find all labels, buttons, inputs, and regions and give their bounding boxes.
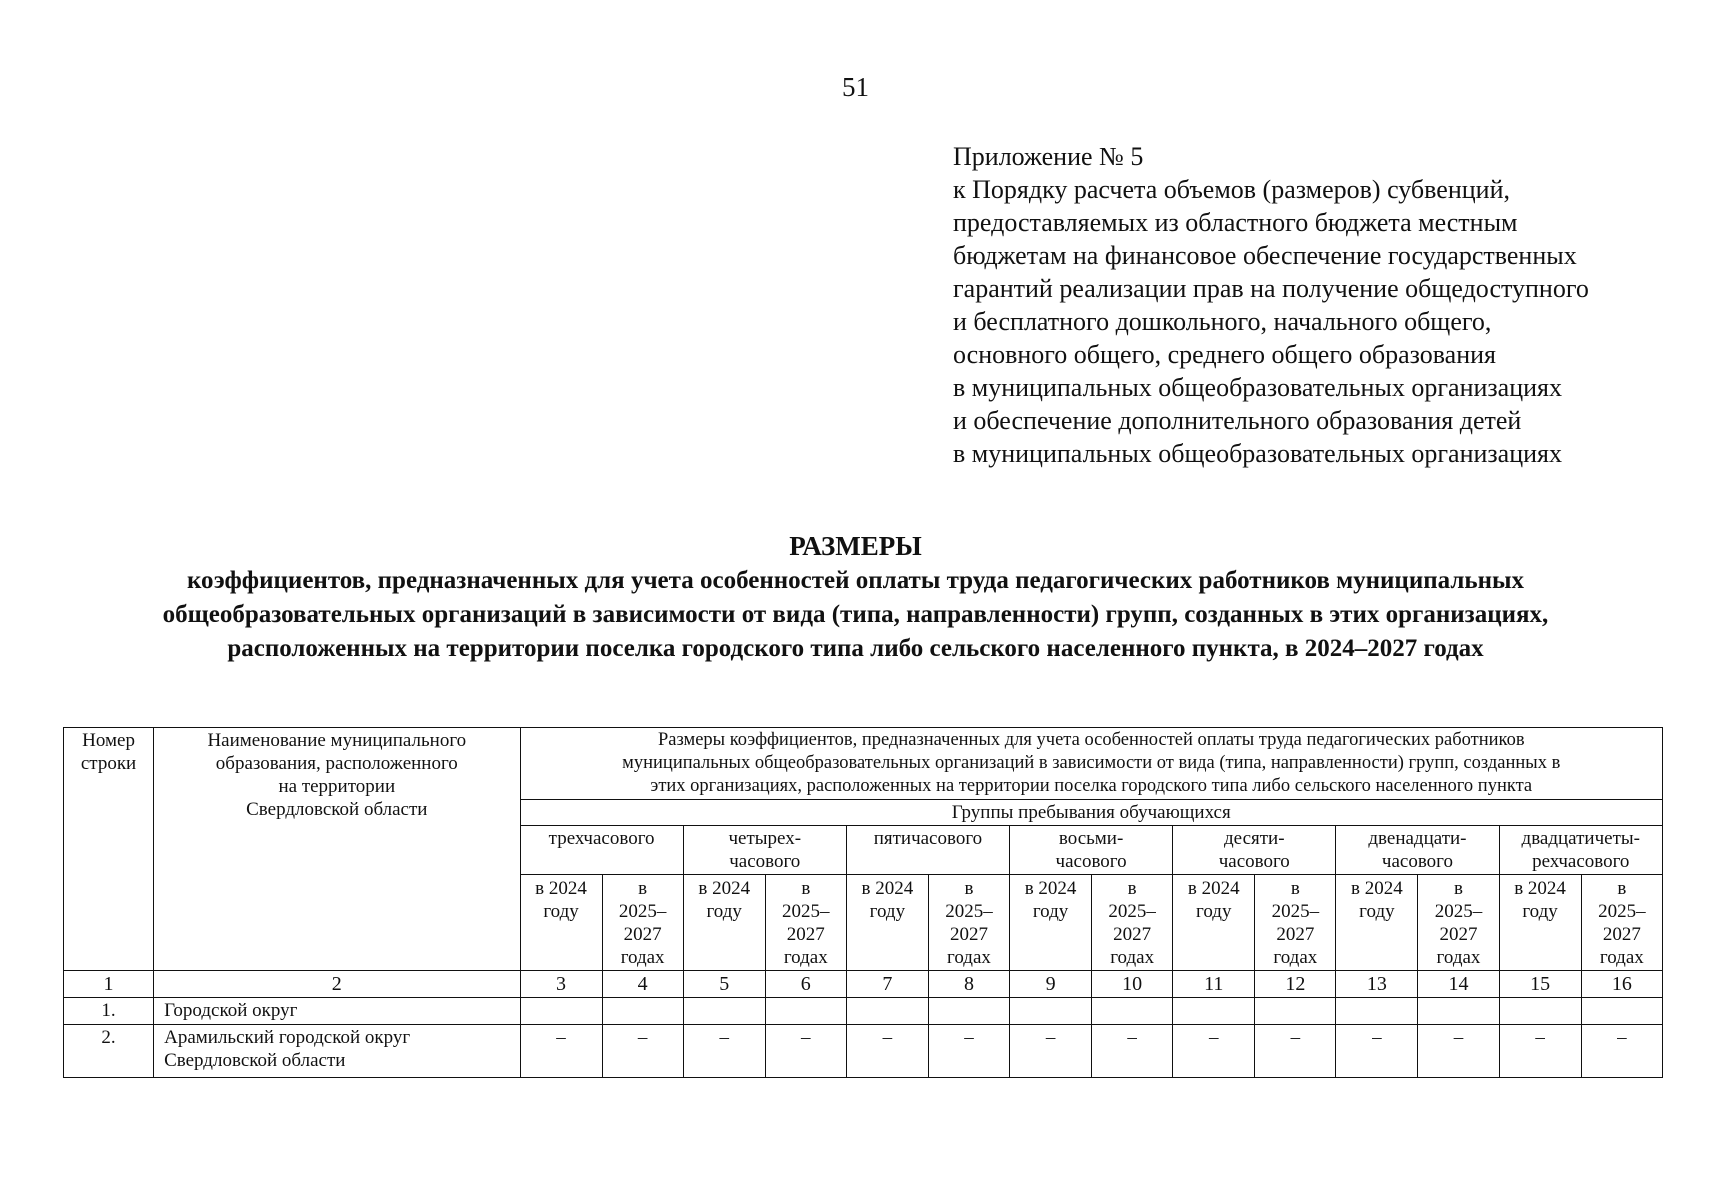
group-label: десяти- bbox=[1224, 828, 1285, 849]
column-number: 4 bbox=[602, 971, 683, 998]
coefficient-cell: – bbox=[1499, 1025, 1581, 1078]
year-2024-header bbox=[846, 875, 928, 971]
year-2024-header bbox=[520, 875, 602, 971]
year-label: в 2024 bbox=[1024, 878, 1077, 899]
year-label: годах bbox=[1110, 947, 1155, 968]
year-label: 2025– bbox=[1598, 901, 1646, 922]
title-line: коэффициентов, предназначенных для учета особенностей оплаты труда педагогических работников муниципальных bbox=[186, 567, 1525, 594]
row-number: 1. bbox=[64, 998, 154, 1025]
group-label: часового bbox=[729, 851, 801, 872]
year-label: 2025– bbox=[1108, 901, 1156, 922]
year-label: году bbox=[706, 901, 742, 922]
header-groups: Группы пребывания обучающихся bbox=[520, 800, 1663, 826]
municipality-name-line: Арамильский городской округ bbox=[164, 1027, 411, 1048]
year-label: в bbox=[1127, 878, 1137, 899]
column-number: 10 bbox=[1092, 971, 1173, 998]
year-label: в bbox=[801, 878, 811, 899]
group-label: часового bbox=[1218, 851, 1290, 872]
year-label: годах bbox=[783, 947, 828, 968]
year-label: в 2024 bbox=[535, 878, 587, 899]
header-text: Наименование муниципального bbox=[207, 730, 467, 751]
year-label: годах bbox=[1436, 947, 1481, 968]
row-number: 2. bbox=[64, 1025, 154, 1078]
appendix-line: предоставляемых из областного бюджета местным bbox=[953, 208, 1518, 237]
coefficient-cell: – bbox=[1336, 1025, 1418, 1078]
municipality-name-line: Городской округ bbox=[164, 1000, 298, 1021]
title-line: общеобразовательных организаций в зависимости от вида (типа, направленности) групп, созданных в этих организациях, bbox=[162, 601, 1549, 628]
table-row bbox=[64, 1025, 1663, 1078]
coefficient-cell: – bbox=[1173, 1025, 1255, 1078]
appendix-reference bbox=[953, 140, 1673, 470]
appendix-line: и бесплатного дошкольного, начального общего, bbox=[953, 307, 1492, 336]
appendix-line: к Порядку расчета объемов (размеров) субвенций, bbox=[953, 175, 1510, 204]
group-header bbox=[683, 826, 846, 875]
coefficient-cell bbox=[928, 998, 1009, 1025]
document-title bbox=[40, 528, 1671, 666]
year-label: году bbox=[1196, 901, 1232, 922]
appendix-line: в муниципальных общеобразовательных организациях bbox=[953, 439, 1563, 468]
coefficient-cell: – bbox=[520, 1025, 602, 1078]
column-number: 11 bbox=[1173, 971, 1255, 998]
coefficients-table bbox=[63, 727, 1663, 1078]
header-text: муниципальных общеобразовательных организаций в зависимости от вида (типа, направленности) групп, созданных в bbox=[622, 753, 1561, 773]
year-label: 2025– bbox=[782, 901, 830, 922]
year-label: годах bbox=[947, 947, 991, 968]
year-label: в 2024 bbox=[861, 878, 914, 899]
column-number: 6 bbox=[765, 971, 846, 998]
appendix-line: Приложение № 5 bbox=[953, 142, 1144, 171]
coefficient-cell: – bbox=[1418, 1025, 1499, 1078]
coefficient-cell bbox=[765, 998, 846, 1025]
year-label: 2025– bbox=[618, 901, 667, 922]
header-text: Размеры коэффициентов, предназначенных для учета особенностей оплаты труда педагогических работников bbox=[657, 730, 1525, 750]
year-2025-2027-header bbox=[765, 875, 846, 971]
group-label: часового bbox=[1055, 851, 1127, 872]
column-number: 8 bbox=[928, 971, 1009, 998]
group-header bbox=[1499, 826, 1662, 875]
group-header bbox=[520, 826, 683, 875]
appendix-line: и обеспечение дополнительного образования детей bbox=[953, 406, 1522, 435]
group-header bbox=[1336, 826, 1499, 875]
coefficient-cell: – bbox=[765, 1025, 846, 1078]
column-number: 16 bbox=[1581, 971, 1662, 998]
municipality-name-line: Свердловской области bbox=[164, 1050, 346, 1071]
year-label: 2027 bbox=[1439, 924, 1478, 945]
year-2025-2027-header bbox=[928, 875, 1009, 971]
coefficient-cell bbox=[1255, 998, 1336, 1025]
column-number: 14 bbox=[1418, 971, 1499, 998]
municipality-name bbox=[154, 998, 520, 1025]
column-number: 1 bbox=[64, 971, 154, 998]
year-label: в bbox=[1454, 878, 1463, 899]
year-label: году bbox=[1032, 901, 1069, 922]
year-2024-header bbox=[1010, 875, 1092, 971]
year-2025-2027-header bbox=[602, 875, 683, 971]
coefficient-cell bbox=[846, 998, 928, 1025]
coefficient-cell: – bbox=[683, 1025, 765, 1078]
coefficient-cell bbox=[1010, 998, 1092, 1025]
coefficient-cell: – bbox=[1010, 1025, 1092, 1078]
coefficient-cell: – bbox=[928, 1025, 1009, 1078]
year-label: 2027 bbox=[949, 924, 988, 945]
appendix-line: бюджетам на финансовое обеспечение государственных bbox=[953, 241, 1577, 270]
coefficient-cell bbox=[1092, 998, 1173, 1025]
coefficient-cell: – bbox=[1581, 1025, 1662, 1078]
header-text: строки bbox=[80, 753, 137, 774]
year-label: году bbox=[1522, 901, 1558, 922]
appendix-line: в муниципальных общеобразовательных организациях bbox=[953, 373, 1563, 402]
coefficient-cell: – bbox=[602, 1025, 683, 1078]
title-heading: РАЗМЕРЫ bbox=[789, 531, 922, 561]
year-label: годах bbox=[620, 947, 665, 968]
year-label: 2027 bbox=[1602, 924, 1641, 945]
header-text: образования, расположенного bbox=[215, 753, 458, 774]
year-label: годах bbox=[1599, 947, 1644, 968]
header-text: на территории bbox=[278, 776, 396, 797]
year-label: 2027 bbox=[786, 924, 825, 945]
year-label: году bbox=[869, 901, 906, 922]
group-label: двенадцати- bbox=[1368, 828, 1467, 849]
coefficient-cell bbox=[1581, 998, 1662, 1025]
coefficient-cell bbox=[1336, 998, 1418, 1025]
coefficient-cell bbox=[520, 998, 602, 1025]
appendix-line: гарантий реализации прав на получение общедоступного bbox=[953, 274, 1589, 303]
coefficient-cell: – bbox=[846, 1025, 928, 1078]
year-label: в 2024 bbox=[698, 878, 751, 899]
header-municipality-name bbox=[154, 728, 520, 971]
group-header bbox=[1010, 826, 1173, 875]
header-text: Свердловской области bbox=[246, 799, 428, 820]
year-label: 2027 bbox=[623, 924, 662, 945]
year-label: в bbox=[1617, 878, 1627, 899]
municipality-name bbox=[154, 1025, 520, 1078]
group-label: часового bbox=[1381, 851, 1453, 872]
group-label: трехчасового bbox=[548, 828, 655, 849]
year-label: в 2024 bbox=[1514, 878, 1566, 899]
year-2025-2027-header bbox=[1092, 875, 1173, 971]
coefficient-cell: – bbox=[1092, 1025, 1173, 1078]
year-label: 2025– bbox=[945, 901, 993, 922]
column-number: 15 bbox=[1499, 971, 1581, 998]
coefficient-cell bbox=[683, 998, 765, 1025]
group-label: рехчасового bbox=[1532, 851, 1630, 872]
header-coefficients bbox=[520, 728, 1663, 800]
coefficient-cell bbox=[1418, 998, 1499, 1025]
year-label: в bbox=[638, 878, 648, 899]
year-2024-header bbox=[1336, 875, 1418, 971]
coefficient-cell bbox=[602, 998, 683, 1025]
year-2025-2027-header bbox=[1418, 875, 1499, 971]
year-label: годах bbox=[1273, 947, 1318, 968]
column-number: 13 bbox=[1336, 971, 1418, 998]
year-2024-header bbox=[1173, 875, 1255, 971]
year-label: в bbox=[964, 878, 974, 899]
year-2024-header bbox=[683, 875, 765, 971]
column-number: 5 bbox=[683, 971, 765, 998]
year-label: в 2024 bbox=[1351, 878, 1403, 899]
coefficient-cell: – bbox=[1255, 1025, 1336, 1078]
coefficient-cell bbox=[1173, 998, 1255, 1025]
page-number: 51 bbox=[842, 72, 869, 102]
coefficient-cell bbox=[1499, 998, 1581, 1025]
appendix-line: основного общего, среднего общего образования bbox=[953, 340, 1497, 369]
column-number: 9 bbox=[1010, 971, 1092, 998]
header-text: Номер bbox=[82, 730, 135, 751]
year-2025-2027-header bbox=[1255, 875, 1336, 971]
year-label: в 2024 bbox=[1187, 878, 1240, 899]
table-row bbox=[64, 998, 1663, 1025]
group-header bbox=[1173, 826, 1336, 875]
header-text: этих организациях, расположенных на территории поселка городского типа либо сельского населенного пункта bbox=[650, 776, 1533, 796]
column-number: 3 bbox=[520, 971, 602, 998]
year-label: 2027 bbox=[1113, 924, 1152, 945]
year-label: году bbox=[543, 901, 579, 922]
group-label: двадцатичеты- bbox=[1521, 828, 1640, 849]
header-row-number bbox=[64, 728, 154, 971]
column-number: 12 bbox=[1255, 971, 1336, 998]
column-number: 2 bbox=[154, 971, 520, 998]
group-header bbox=[846, 826, 1009, 875]
year-label: 2025– bbox=[1271, 901, 1320, 922]
group-label: пятичасового bbox=[873, 828, 983, 849]
year-label: 2025– bbox=[1434, 901, 1483, 922]
year-label: году bbox=[1359, 901, 1395, 922]
group-label: четырех- bbox=[728, 828, 802, 849]
year-label: в bbox=[1290, 878, 1300, 899]
group-label: восьми- bbox=[1058, 828, 1124, 849]
year-2024-header bbox=[1499, 875, 1581, 971]
column-number: 7 bbox=[846, 971, 928, 998]
year-2025-2027-header bbox=[1581, 875, 1662, 971]
year-label: 2027 bbox=[1276, 924, 1315, 945]
title-line: расположенных на территории поселка городского типа либо сельского населенного пункта, в 2024–2027 годах bbox=[227, 635, 1484, 662]
